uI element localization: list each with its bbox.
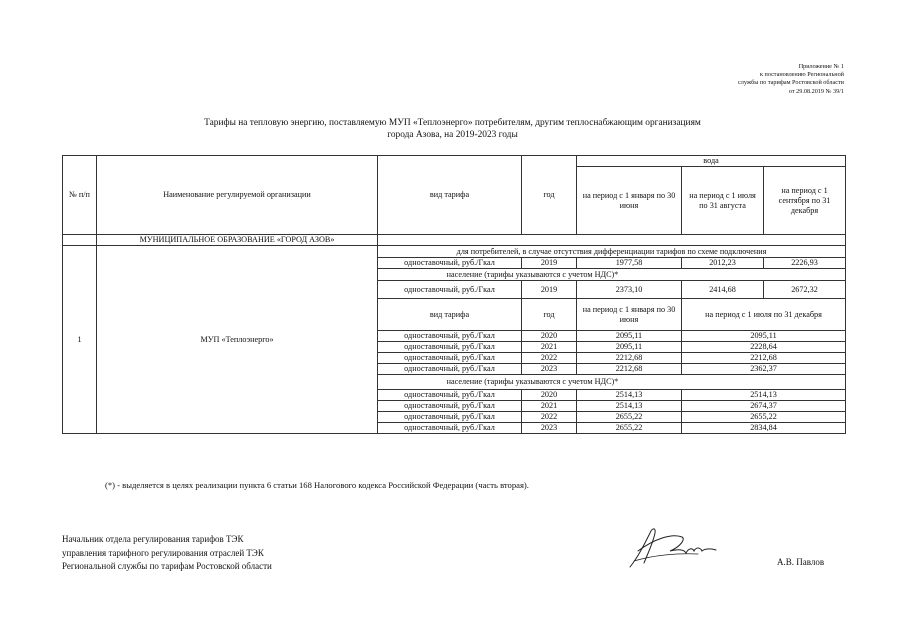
signatory-line: Региональной службы по тарифам Ростовской области: [62, 561, 272, 571]
value-cell: 2212,68: [577, 364, 682, 375]
title-line-2: города Азова, на 2019-2023 годы: [387, 130, 518, 140]
header-period-3: на период с 1 сентября по 31 декабря: [764, 167, 846, 235]
section-population: население (тарифы указываются с учетом НДС)*: [378, 269, 846, 281]
header-num: № п/п: [63, 156, 97, 235]
value-cell: 2373,10: [577, 281, 682, 299]
tariff-type-cell: одноставочный, руб./Гкал: [378, 412, 522, 423]
value-cell: 2514,13: [577, 390, 682, 401]
header-water: вода: [577, 156, 846, 167]
value-cell: 2655,22: [577, 423, 682, 434]
signatory-block: [62, 533, 272, 574]
value-cell: 2095,11: [577, 331, 682, 342]
subheader-tariff-type: вид тарифа: [378, 299, 522, 331]
tariff-type-cell: одноставочный, руб./Гкал: [378, 353, 522, 364]
municipality-num-cell: [63, 235, 97, 246]
value-cell: 2226,93: [764, 258, 846, 269]
value-cell: 2655,22: [577, 412, 682, 423]
year-cell: 2023: [522, 364, 577, 375]
value-cell: 2095,11: [682, 331, 846, 342]
header-period-2: на период с 1 июля по 31 августа: [682, 167, 764, 235]
value-cell: 2212,68: [682, 353, 846, 364]
tariff-table: [62, 155, 846, 434]
year-cell: 2021: [522, 342, 577, 353]
title-line-1: Тарифы на тепловую энергию, поставляемую МУП «Теплоэнерго» потребителям, другим теплоснабжающим организациям: [204, 118, 701, 128]
value-cell: 2514,13: [577, 401, 682, 412]
municipality-name: МУНИЦИПАЛЬНОЕ ОБРАЗОВАНИЕ «ГОРОД АЗОВ»: [97, 235, 378, 246]
value-cell: 2834,84: [682, 423, 846, 434]
tariff-type-cell: одноставочный, руб./Гкал: [378, 258, 522, 269]
value-cell: 1977,58: [577, 258, 682, 269]
value-cell: 2655,22: [682, 412, 846, 423]
section-consumers: для потребителей, в случае отсутствия дифференциации тарифов по схеме подключения: [378, 246, 846, 258]
subheader-period-2: на период с 1 июля по 31 декабря: [682, 299, 846, 331]
year-cell: 2020: [522, 331, 577, 342]
row-number: 1: [63, 246, 97, 434]
value-cell: 2212,68: [577, 353, 682, 364]
year-cell: 2019: [522, 281, 577, 299]
signature-icon: [624, 523, 720, 571]
year-cell: 2020: [522, 390, 577, 401]
year-cell: 2022: [522, 353, 577, 364]
appendix-line: к постановлению Региональной: [759, 71, 844, 79]
tariff-type-cell: одноставочный, руб./Гкал: [378, 281, 522, 299]
value-cell: 2362,37: [682, 364, 846, 375]
header-period-1: на период с 1 января по 30 июня: [577, 167, 682, 235]
signatory-name: А.В. Павлов: [777, 557, 825, 567]
value-cell: 2674,37: [682, 401, 846, 412]
appendix-note: [738, 63, 844, 96]
value-cell: 2414,68: [682, 281, 764, 299]
appendix-line: службы по тарифам Ростовской области: [738, 79, 844, 87]
value-cell: 2228,64: [682, 342, 846, 353]
header-year: год: [522, 156, 577, 235]
value-cell: 2672,32: [764, 281, 846, 299]
tariff-type-cell: одноставочный, руб./Гкал: [378, 364, 522, 375]
signatory-line: управления тарифного регулирования отраслей ТЭК: [62, 547, 264, 558]
tariff-type-cell: одноставочный, руб./Гкал: [378, 331, 522, 342]
year-cell: 2022: [522, 412, 577, 423]
tariff-type-cell: одноставочный, руб./Гкал: [378, 342, 522, 353]
value-cell: 2095,11: [577, 342, 682, 353]
year-cell: 2019: [522, 258, 577, 269]
subheader-period-1: на период с 1 января по 30 июня: [577, 299, 682, 331]
header-tariff-type: вид тарифа: [378, 156, 522, 235]
value-cell: 2514,13: [682, 390, 846, 401]
organization-name: МУП «Теплоэнерго»: [97, 246, 378, 434]
document-title: [60, 117, 845, 141]
footnote: (*) - выделяется в целях реализации пункта 6 статьи 168 Налогового кодекса Российской Федерации (часть вторая).: [105, 480, 529, 490]
tariff-type-cell: одноставочный, руб./Гкал: [378, 390, 522, 401]
appendix-line: Приложение № 1: [798, 63, 844, 70]
appendix-line: от 29.08.2019 № 39/1: [788, 87, 844, 95]
value-cell: 2012,23: [682, 258, 764, 269]
tariff-type-cell: одноставочный, руб./Гкал: [378, 423, 522, 434]
year-cell: 2023: [522, 423, 577, 434]
signatory-line: Начальник отдела регулирования тарифов ТЭК: [62, 534, 244, 544]
section-population-2: население (тарифы указываются с учетом НДС)*: [378, 375, 846, 390]
year-cell: 2021: [522, 401, 577, 412]
municipality-empty-cell: [378, 235, 846, 246]
header-org: Наименование регулируемой организации: [97, 156, 378, 235]
tariff-type-cell: одноставочный, руб./Гкал: [378, 401, 522, 412]
subheader-year: год: [522, 299, 577, 331]
